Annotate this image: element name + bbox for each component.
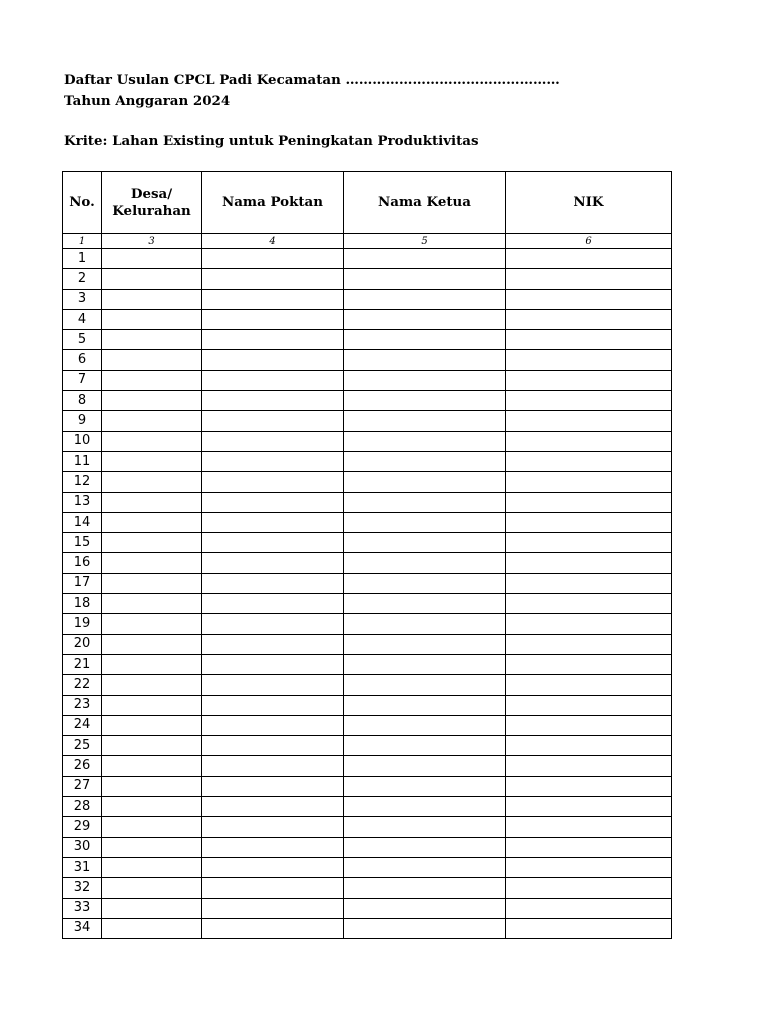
nik-cell bbox=[506, 269, 672, 289]
ketua-cell bbox=[344, 451, 506, 471]
nik-cell bbox=[506, 553, 672, 573]
nik-cell bbox=[506, 797, 672, 817]
row-number: 31 bbox=[63, 857, 102, 877]
table-row bbox=[63, 472, 672, 492]
cpcl-table bbox=[62, 171, 672, 939]
poktan-cell bbox=[202, 512, 344, 532]
poktan-cell bbox=[202, 309, 344, 329]
ketua-cell bbox=[344, 269, 506, 289]
poktan-cell bbox=[202, 797, 344, 817]
poktan-cell bbox=[202, 634, 344, 654]
nik-cell bbox=[506, 654, 672, 674]
header-no: No. bbox=[63, 172, 102, 234]
ketua-cell bbox=[344, 411, 506, 431]
desa-cell bbox=[102, 492, 202, 512]
ketua-cell bbox=[344, 492, 506, 512]
table-row bbox=[63, 350, 672, 370]
nik-cell bbox=[506, 391, 672, 411]
row-number: 26 bbox=[63, 756, 102, 776]
row-number: 24 bbox=[63, 715, 102, 735]
poktan-cell bbox=[202, 614, 344, 634]
ketua-cell bbox=[344, 878, 506, 898]
nik-cell bbox=[506, 492, 672, 512]
table-body bbox=[63, 249, 672, 939]
table-row bbox=[63, 756, 672, 776]
document-title: Daftar Usulan CPCL Padi Kecamatan ………………………………………… bbox=[64, 72, 560, 88]
row-number: 12 bbox=[63, 472, 102, 492]
row-number: 5 bbox=[63, 330, 102, 350]
ketua-cell bbox=[344, 289, 506, 309]
ketua-cell bbox=[344, 573, 506, 593]
row-number: 1 bbox=[63, 249, 102, 269]
nik-cell bbox=[506, 594, 672, 614]
ketua-cell bbox=[344, 249, 506, 269]
ketua-cell bbox=[344, 512, 506, 532]
row-number: 32 bbox=[63, 878, 102, 898]
nik-cell bbox=[506, 533, 672, 553]
column-index: 1 bbox=[63, 234, 102, 249]
desa-cell bbox=[102, 269, 202, 289]
nik-cell bbox=[506, 878, 672, 898]
ketua-cell bbox=[344, 776, 506, 796]
nik-cell bbox=[506, 573, 672, 593]
poktan-cell bbox=[202, 878, 344, 898]
desa-cell bbox=[102, 350, 202, 370]
row-number: 30 bbox=[63, 837, 102, 857]
table-row bbox=[63, 289, 672, 309]
nik-cell bbox=[506, 776, 672, 796]
table-row bbox=[63, 654, 672, 674]
column-index: 5 bbox=[344, 234, 506, 249]
poktan-cell bbox=[202, 695, 344, 715]
table-row bbox=[63, 451, 672, 471]
nik-cell bbox=[506, 472, 672, 492]
nik-cell bbox=[506, 512, 672, 532]
poktan-cell bbox=[202, 573, 344, 593]
poktan-cell bbox=[202, 533, 344, 553]
desa-cell bbox=[102, 797, 202, 817]
table-row bbox=[63, 269, 672, 289]
desa-cell bbox=[102, 675, 202, 695]
table-row bbox=[63, 817, 672, 837]
nik-cell bbox=[506, 309, 672, 329]
header-desa-line2: Kelurahan bbox=[112, 202, 191, 219]
row-number: 18 bbox=[63, 594, 102, 614]
desa-cell bbox=[102, 898, 202, 918]
column-index: 6 bbox=[506, 234, 672, 249]
desa-cell bbox=[102, 431, 202, 451]
desa-cell bbox=[102, 857, 202, 877]
table-row bbox=[63, 309, 672, 329]
desa-cell bbox=[102, 573, 202, 593]
header-desa bbox=[102, 172, 202, 234]
desa-cell bbox=[102, 533, 202, 553]
poktan-cell bbox=[202, 391, 344, 411]
ketua-cell bbox=[344, 330, 506, 350]
ketua-cell bbox=[344, 898, 506, 918]
table-row bbox=[63, 797, 672, 817]
column-index: 4 bbox=[202, 234, 344, 249]
nik-cell bbox=[506, 675, 672, 695]
ketua-cell bbox=[344, 350, 506, 370]
table-header-row bbox=[63, 172, 672, 234]
poktan-cell bbox=[202, 431, 344, 451]
row-number: 17 bbox=[63, 573, 102, 593]
table-row bbox=[63, 918, 672, 938]
nik-cell bbox=[506, 857, 672, 877]
row-number: 21 bbox=[63, 654, 102, 674]
desa-cell bbox=[102, 370, 202, 390]
table-row bbox=[63, 878, 672, 898]
poktan-cell bbox=[202, 817, 344, 837]
table-row bbox=[63, 594, 672, 614]
ketua-cell bbox=[344, 472, 506, 492]
desa-cell bbox=[102, 878, 202, 898]
ketua-cell bbox=[344, 695, 506, 715]
nik-cell bbox=[506, 817, 672, 837]
ketua-cell bbox=[344, 391, 506, 411]
nik-cell bbox=[506, 330, 672, 350]
desa-cell bbox=[102, 512, 202, 532]
desa-cell bbox=[102, 715, 202, 735]
ketua-cell bbox=[344, 817, 506, 837]
row-number: 6 bbox=[63, 350, 102, 370]
row-number: 10 bbox=[63, 431, 102, 451]
desa-cell bbox=[102, 309, 202, 329]
table-row bbox=[63, 634, 672, 654]
table-row bbox=[63, 492, 672, 512]
desa-cell bbox=[102, 553, 202, 573]
desa-cell bbox=[102, 249, 202, 269]
table-row bbox=[63, 776, 672, 796]
table-row bbox=[63, 553, 672, 573]
row-number: 19 bbox=[63, 614, 102, 634]
ketua-cell bbox=[344, 736, 506, 756]
table-row bbox=[63, 715, 672, 735]
row-number: 9 bbox=[63, 411, 102, 431]
poktan-cell bbox=[202, 472, 344, 492]
nik-cell bbox=[506, 249, 672, 269]
desa-cell bbox=[102, 654, 202, 674]
ketua-cell bbox=[344, 309, 506, 329]
poktan-cell bbox=[202, 411, 344, 431]
poktan-cell bbox=[202, 370, 344, 390]
row-number: 11 bbox=[63, 451, 102, 471]
poktan-cell bbox=[202, 492, 344, 512]
nik-cell bbox=[506, 289, 672, 309]
nik-cell bbox=[506, 837, 672, 857]
ketua-cell bbox=[344, 857, 506, 877]
ketua-cell bbox=[344, 533, 506, 553]
table-row bbox=[63, 431, 672, 451]
ketua-cell bbox=[344, 654, 506, 674]
poktan-cell bbox=[202, 289, 344, 309]
table-row bbox=[63, 533, 672, 553]
poktan-cell bbox=[202, 675, 344, 695]
poktan-cell bbox=[202, 736, 344, 756]
nik-cell bbox=[506, 756, 672, 776]
desa-cell bbox=[102, 776, 202, 796]
nik-cell bbox=[506, 918, 672, 938]
desa-cell bbox=[102, 391, 202, 411]
desa-cell bbox=[102, 594, 202, 614]
table-row bbox=[63, 898, 672, 918]
nik-cell bbox=[506, 431, 672, 451]
ketua-cell bbox=[344, 918, 506, 938]
desa-cell bbox=[102, 817, 202, 837]
row-number: 4 bbox=[63, 309, 102, 329]
ketua-cell bbox=[344, 675, 506, 695]
desa-cell bbox=[102, 451, 202, 471]
row-number: 15 bbox=[63, 533, 102, 553]
table-row bbox=[63, 330, 672, 350]
table-row bbox=[63, 370, 672, 390]
ketua-cell bbox=[344, 797, 506, 817]
row-number: 13 bbox=[63, 492, 102, 512]
desa-cell bbox=[102, 634, 202, 654]
ketua-cell bbox=[344, 553, 506, 573]
row-number: 33 bbox=[63, 898, 102, 918]
poktan-cell bbox=[202, 330, 344, 350]
table-row bbox=[63, 614, 672, 634]
poktan-cell bbox=[202, 654, 344, 674]
ketua-cell bbox=[344, 594, 506, 614]
poktan-cell bbox=[202, 756, 344, 776]
poktan-cell bbox=[202, 776, 344, 796]
ketua-cell bbox=[344, 431, 506, 451]
row-number: 29 bbox=[63, 817, 102, 837]
table-row bbox=[63, 512, 672, 532]
desa-cell bbox=[102, 736, 202, 756]
budget-year: Tahun Anggaran 2024 bbox=[64, 93, 231, 109]
nik-cell bbox=[506, 715, 672, 735]
table-row bbox=[63, 411, 672, 431]
nik-cell bbox=[506, 370, 672, 390]
header-ketua: Nama Ketua bbox=[344, 172, 506, 234]
nik-cell bbox=[506, 614, 672, 634]
desa-cell bbox=[102, 289, 202, 309]
nik-cell bbox=[506, 451, 672, 471]
poktan-cell bbox=[202, 249, 344, 269]
table-row bbox=[63, 857, 672, 877]
desa-cell bbox=[102, 472, 202, 492]
header-nik: NIK bbox=[506, 172, 672, 234]
poktan-cell bbox=[202, 594, 344, 614]
ketua-cell bbox=[344, 634, 506, 654]
poktan-cell bbox=[202, 857, 344, 877]
table-row bbox=[63, 249, 672, 269]
row-number: 25 bbox=[63, 736, 102, 756]
desa-cell bbox=[102, 614, 202, 634]
table-row bbox=[63, 736, 672, 756]
table-row bbox=[63, 675, 672, 695]
row-number: 20 bbox=[63, 634, 102, 654]
ketua-cell bbox=[344, 614, 506, 634]
nik-cell bbox=[506, 898, 672, 918]
table-row bbox=[63, 695, 672, 715]
desa-cell bbox=[102, 756, 202, 776]
row-number: 22 bbox=[63, 675, 102, 695]
poktan-cell bbox=[202, 715, 344, 735]
poktan-cell bbox=[202, 918, 344, 938]
row-number: 2 bbox=[63, 269, 102, 289]
row-number: 16 bbox=[63, 553, 102, 573]
poktan-cell bbox=[202, 553, 344, 573]
desa-cell bbox=[102, 695, 202, 715]
nik-cell bbox=[506, 695, 672, 715]
poktan-cell bbox=[202, 269, 344, 289]
table-row bbox=[63, 391, 672, 411]
ketua-cell bbox=[344, 370, 506, 390]
column-index: 3 bbox=[102, 234, 202, 249]
column-index-row bbox=[63, 234, 672, 249]
row-number: 23 bbox=[63, 695, 102, 715]
row-number: 14 bbox=[63, 512, 102, 532]
header-poktan: Nama Poktan bbox=[202, 172, 344, 234]
row-number: 3 bbox=[63, 289, 102, 309]
poktan-cell bbox=[202, 837, 344, 857]
criteria-line: Krite: Lahan Existing untuk Peningkatan Produktivitas bbox=[64, 133, 479, 149]
poktan-cell bbox=[202, 350, 344, 370]
poktan-cell bbox=[202, 898, 344, 918]
header-desa-line1: Desa/ bbox=[130, 185, 173, 202]
row-number: 28 bbox=[63, 797, 102, 817]
row-number: 7 bbox=[63, 370, 102, 390]
poktan-cell bbox=[202, 451, 344, 471]
ketua-cell bbox=[344, 715, 506, 735]
table-row bbox=[63, 573, 672, 593]
nik-cell bbox=[506, 736, 672, 756]
table-row bbox=[63, 837, 672, 857]
ketua-cell bbox=[344, 756, 506, 776]
desa-cell bbox=[102, 411, 202, 431]
desa-cell bbox=[102, 837, 202, 857]
nik-cell bbox=[506, 634, 672, 654]
desa-cell bbox=[102, 918, 202, 938]
nik-cell bbox=[506, 411, 672, 431]
row-number: 27 bbox=[63, 776, 102, 796]
ketua-cell bbox=[344, 837, 506, 857]
desa-cell bbox=[102, 330, 202, 350]
nik-cell bbox=[506, 350, 672, 370]
row-number: 8 bbox=[63, 391, 102, 411]
row-number: 34 bbox=[63, 918, 102, 938]
